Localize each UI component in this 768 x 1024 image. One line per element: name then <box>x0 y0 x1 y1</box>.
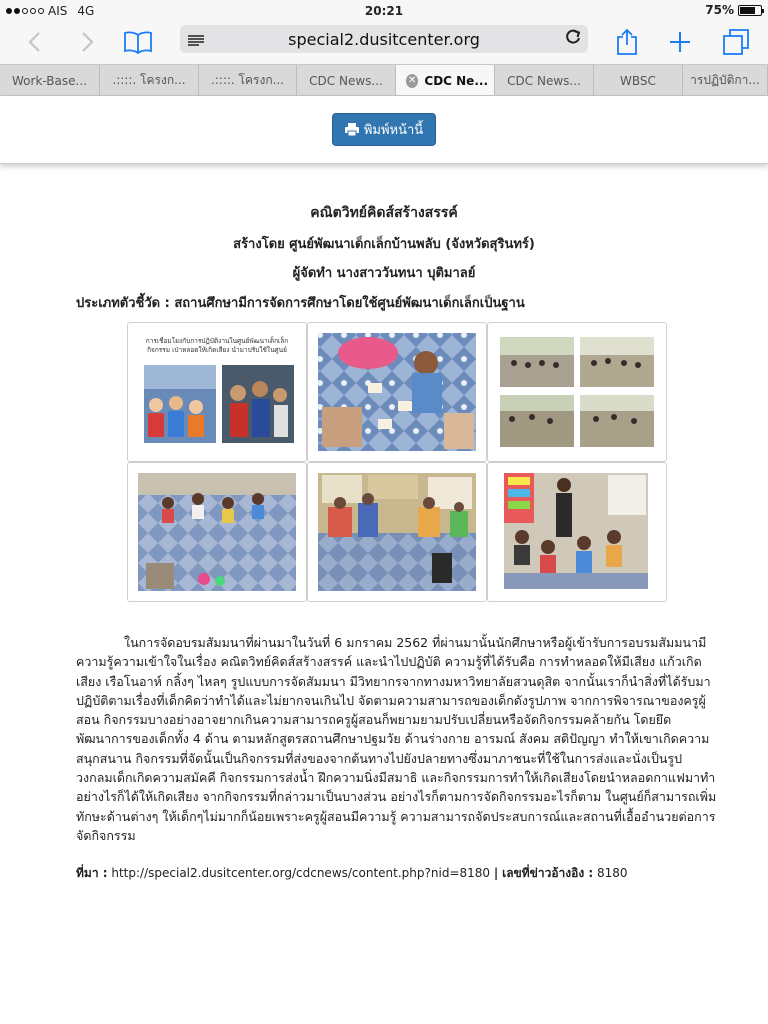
tab-4[interactable] <box>297 65 396 96</box>
tab-strip <box>0 64 768 96</box>
tab-3[interactable] <box>199 65 297 96</box>
battery-percent: 75% <box>705 3 734 17</box>
tab-1[interactable] <box>0 65 100 96</box>
gallery-photo-1[interactable] <box>127 322 307 462</box>
back-icon[interactable] <box>18 26 50 58</box>
address-url: special2.dusitcenter.org <box>288 30 480 49</box>
tab-2[interactable] <box>100 65 199 96</box>
tab-6[interactable] <box>495 65 594 96</box>
tab-label: CDC Ne... <box>424 73 488 88</box>
photo-gallery <box>127 322 667 602</box>
print-button[interactable] <box>332 113 436 146</box>
forward-icon[interactable] <box>72 26 104 58</box>
share-icon[interactable] <box>611 26 643 58</box>
status-right <box>705 3 762 17</box>
battery-icon <box>738 5 762 16</box>
ref-value: 8180 <box>597 866 628 880</box>
gallery-photo-6[interactable] <box>487 462 667 602</box>
article-source <box>76 864 736 883</box>
article-indicator: ประเภทตัวชี้วัด : สถานศึกษามีการจัดการศึกษาโดยใช้ศูนย์พัฒนาเด็กเล็กเป็นฐาน <box>76 296 525 311</box>
carrier-name: AIS <box>48 4 68 18</box>
tab-label: ารปฏิบัติกา... <box>690 73 760 87</box>
ref-label: เลขที่ข่าวอ้างอิง : <box>502 866 594 880</box>
status-time: 20:21 <box>364 4 404 18</box>
gallery-photo-5[interactable] <box>307 462 487 602</box>
browser-toolbar <box>0 22 768 64</box>
source-url[interactable]: http://special2.dusitcenter.org/cdcnews/content.php?nid=8180 <box>111 866 491 880</box>
tab-label: WBSC <box>620 73 656 88</box>
print-bar <box>0 96 768 164</box>
gallery-photo-2[interactable] <box>307 322 487 462</box>
poster-line-1: การเชื่อมโยงกับการปฏิบัติงานในศูนย์พัฒนาเด็กเล็ก <box>145 337 289 345</box>
print-button-label: พิมพ์หน้านี้ <box>363 123 424 138</box>
article-creator: สร้างโดย ศูนย์พัฒนาเด็กเล็กบ้านพลับ (จังหวัดสุรินทร์) <box>233 237 535 252</box>
tab-8[interactable] <box>683 65 768 96</box>
tab-label: CDC News... <box>309 73 383 88</box>
source-label: ที่มา : <box>76 866 108 880</box>
poster-line-2: กิจกรรม เป่าหลอดให้เกิดเสียง นำมาปรับใช้ในศูนย์ <box>147 346 287 354</box>
network-type: 4G <box>77 4 95 18</box>
printer-icon <box>345 123 359 136</box>
reload-icon[interactable] <box>564 28 582 51</box>
gallery-photo-4[interactable] <box>127 462 307 602</box>
gallery-photo-3[interactable] <box>487 322 667 462</box>
add-tab-icon[interactable] <box>664 26 696 58</box>
tab-active[interactable] <box>396 65 495 96</box>
article-title: คณิตวิทย์คิดส์สร้างสรรค์ <box>310 205 458 221</box>
article-body: ในการจัดอบรมสัมมนาที่ผ่านมาในวันที่ 6 มกราคม 2562 ที่ผ่านมานั้นนักศึกษาหรือผู้เข้ารับการอบรมสัมมนามีความรู้ความเข้าใจในเรื่อง คณิตวิทย์คิดส์สร้างสรรค์ และนำไปปฏิบัติ ความรู้ที่ได้รับคือ การทำหลอดให้มีเสียง แก้วเกิดเสียง เรือโนอาห์ กลิ้งๆ ไหลๆ รูปแบบการจัดสัมมนา มีวิทยากรจากทางมหาวิทยาลัยสวนดุสิต จากนั้นเราก็นำสิ่งที่ได้รับมาปฏิบัติตามเรื่องที่เด็กคิดว่าทำได้และไม่ยากจนเกินไป จัดตามความสามารถของเด็กดังรูปภาพ จากการพิจารณาของครูผู้สอน กิจกรรมบางอย่างอาจยากเกินความสามารถครูผู้สอนก็พยามยามปรับเปลี่ยนหรือจัดกิจกรรมคล้ายกัน โดยยึดพัฒนาการของเด็กทั้ง 4 ด้าน ตามหลักสูตรสถานศึกษาปฐมวัย ด้านร่างกาย อารมณ์ สังคม สติปัญญา ทำให้เขาเกิดความสนุกสนาน กิจกรรมที่จัดนั้นเป็นกิจกรรมที่ส่งของจากต้นทางไปยังปลายทางซึ่งมาภาชนะที่ใช้ในการส่งและนั่งเป็นรูปวงกลมเด็กเกิดความสมัคคี กิจกรรมการส่งน้ำ ฝึกความนิ่งมีสมาธิ และกิจกรรมการทำให้เกิดเสียงโดยนำหลอดกาแฟมาทำอย่างไรก็ได้ให้เกิดเสียง จากกิจกรรมที่กล่าวมาเป็นบางส่วน อย่างไรก็ตามการจัดกิจกรรมอะไรก็ตาม ในศูนย์ก็สามารถเพิ่มทักษะด้านต่างๆ ให้เด็กๆไม่มากก็น้อยเพราะครูผู้สอนมีความรู้ ความสามารถจัดประสบการณ์และสถานที่เอื้ออำนวยต่อการจัดกิจกรรม <box>76 635 717 843</box>
close-tab-icon[interactable]: ✕ <box>408 74 417 86</box>
tab-label: .::::. โครงก... <box>112 73 186 87</box>
bookmarks-icon[interactable] <box>122 26 154 58</box>
address-bar[interactable] <box>180 25 588 53</box>
tabs-icon[interactable] <box>720 26 752 58</box>
article-producer: ผู้จัดทำ นางสาววันทนา บุติมาลย์ <box>292 266 476 281</box>
tab-7[interactable] <box>594 65 683 96</box>
tab-label: Work-Base... <box>12 73 87 88</box>
status-bar <box>0 0 768 22</box>
tab-label: CDC News... <box>507 73 581 88</box>
source-separator: | <box>493 866 499 880</box>
tab-label: .::::. โครงก... <box>210 73 285 87</box>
